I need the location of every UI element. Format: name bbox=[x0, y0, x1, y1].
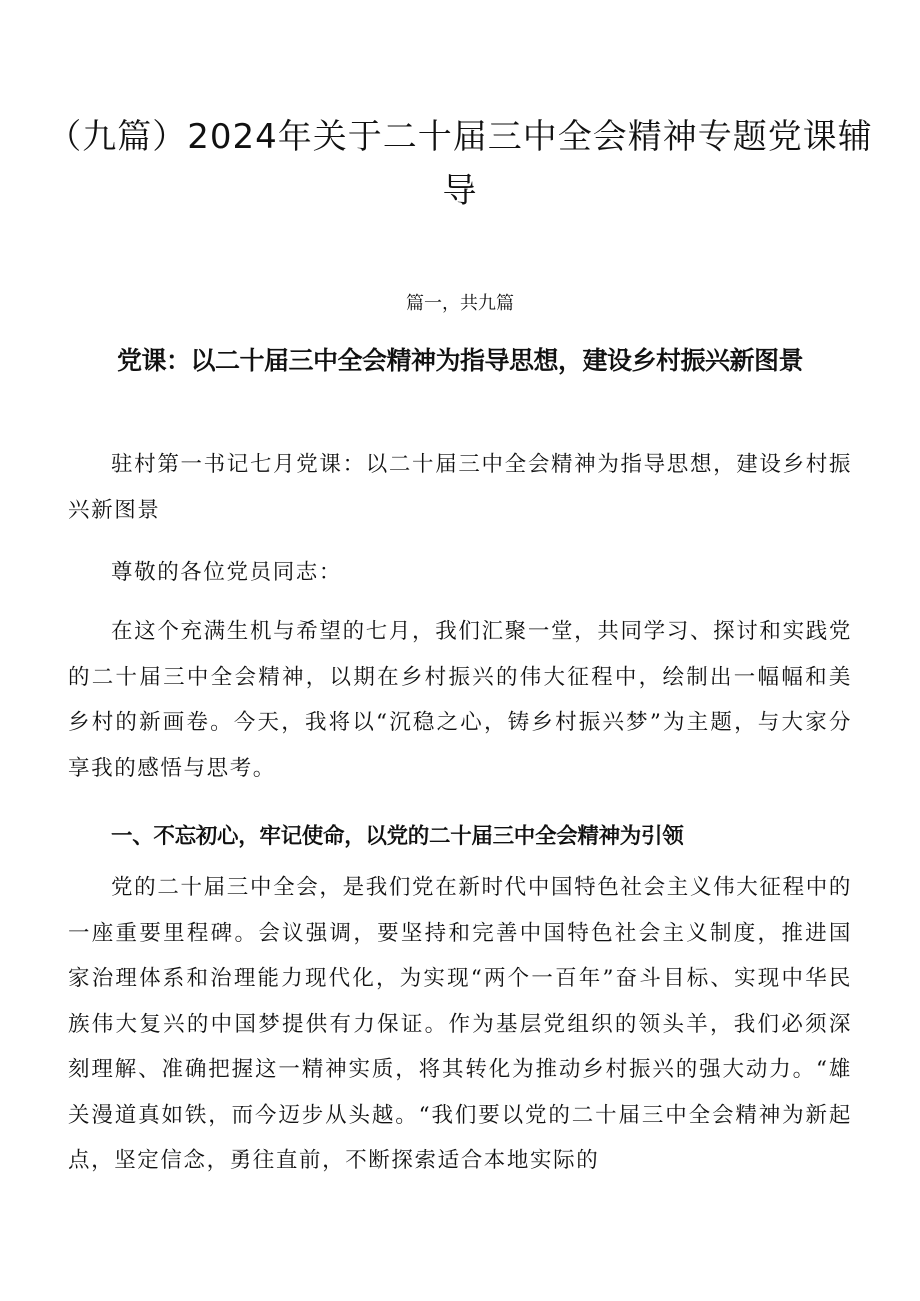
series-label: 篇一，共九篇 bbox=[406, 293, 514, 314]
section-heading: 一、不忘初心，牢记使命，以党的二十届三中全会精神为引领 bbox=[111, 824, 684, 849]
opening-paragraph: 在这个充满生机与希望的七月，我们汇聚一堂，共同学习、探讨和实践党的二十届三中全会精神，以期在乡村振兴的伟大征程中，绘制出一幅幅和美乡村的新画卷。今天，我将以“沉稳之心，铸乡村振兴梦”为主题，与大家分享我的感悟与思考。 bbox=[68, 619, 852, 781]
intro-paragraph: 驻村第一书记七月党课：以二十届三中全会精神为指导思想，建设乡村振兴新图景 bbox=[68, 452, 852, 523]
lesson-subtitle: 党课：以二十届三中全会精神为指导思想，建设乡村振兴新图景 bbox=[116, 346, 803, 375]
salutation-paragraph: 尊敬的各位党员同志： bbox=[111, 560, 343, 585]
section-paragraph: 党的二十届三中全会，是我们党在新时代中国特色社会主义伟大征程中的一座重要里程碑。会议强调，要坚持和完善中国特色社会主义制度，推进国家治理体系和治理能力现代化，为实现“两个一百年”奋斗目标、实现中华民族伟大复兴的中国梦提供有力保证。作为基层党组织的领头羊，我们必须深刻理解、准确把握这一精神实质，将其转化为推动乡村振兴的强大动力。“雄关漫道真如铁，而今迈步从头越。“我们要以党的二十届三中全会精神为新起点，坚定信念，勇往直前，不断探索适合本地实际的 bbox=[68, 875, 852, 1173]
document-title: （九篇）2024年关于二十届三中全会精神专题党课辅导 bbox=[47, 117, 873, 211]
